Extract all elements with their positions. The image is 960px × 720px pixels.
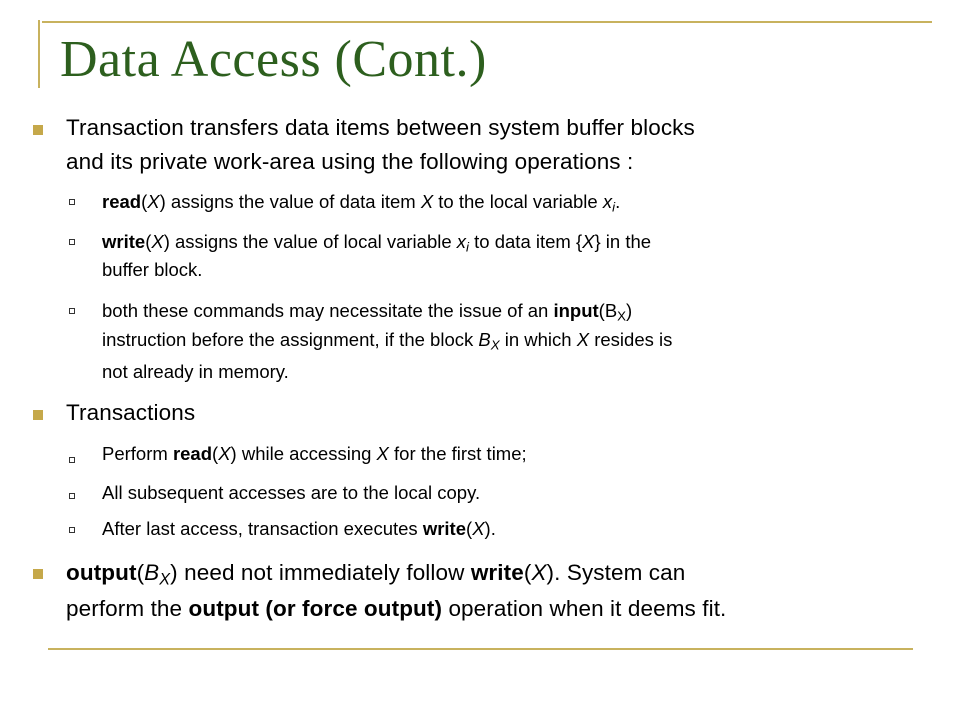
sub-bullet-icon — [69, 239, 75, 245]
sub-bullet-icon — [69, 308, 75, 314]
subscript: i — [612, 199, 616, 215]
subscript: i — [466, 239, 470, 255]
bullet-3-line-2 — [66, 592, 726, 626]
text: assigns the value of local variable — [169, 231, 457, 252]
text: . System can — [554, 560, 686, 585]
subscript: X — [159, 570, 171, 589]
text: to the local variable — [433, 191, 603, 212]
bullet-1-line-1: Transaction transfers data items between system buffer blocks — [66, 115, 695, 140]
bullet-1-sub-2-line-2: buffer block. — [102, 259, 203, 280]
var: X — [147, 191, 160, 212]
text: operation when it deems fit. — [442, 596, 727, 621]
bullet-2-label: Transactions — [66, 400, 196, 425]
text: Perform — [102, 443, 173, 464]
var: X — [218, 443, 231, 464]
text: (B — [598, 300, 618, 321]
bullet-2-sub-2: All subsequent accesses are to the local copy. — [102, 482, 481, 503]
bullet-1-sub-1: read(X) assigns the value of data item X to the local variable $x_i$. — [102, 191, 621, 215]
text: } in the — [594, 231, 652, 252]
bullet-1-sub-3 — [102, 297, 632, 324]
keyword: read — [102, 191, 142, 212]
var: X — [531, 560, 547, 585]
sub-bullet-icon — [69, 527, 75, 533]
var: X — [576, 329, 590, 350]
keyword: write — [102, 231, 146, 252]
keyword: input — [553, 300, 599, 321]
sub-bullet-icon — [69, 493, 75, 499]
bullet-square-icon — [33, 125, 43, 135]
var: x — [456, 231, 467, 252]
var: B — [478, 329, 491, 350]
bullet-square-icon — [33, 569, 43, 579]
text: while accessing — [236, 443, 377, 464]
subscript: X — [490, 337, 500, 353]
slide-title: Data Access (Cont.) — [60, 31, 487, 88]
text: resides is — [589, 329, 673, 350]
sub-bullet-icon — [69, 457, 75, 463]
bullet-3-line-1: $output(B_X)$ need not immediately follow write(X). System can — [66, 560, 686, 589]
bullet-1-line-2: and its private work-area using the following operations : — [66, 149, 634, 174]
text: . — [615, 191, 621, 212]
bullet-1-sub-3-line-3: not already in memory. — [102, 361, 289, 382]
text: perform the — [66, 596, 189, 621]
keyword: write — [422, 518, 467, 539]
bullet-2-sub-3: After last access, transaction executes write(X). — [102, 518, 496, 539]
subscript: X — [617, 308, 627, 324]
var: X — [582, 231, 595, 252]
bullet-square-icon — [33, 410, 43, 420]
var: B — [144, 560, 160, 585]
bullet-1-sub-2: write(X) assigns the value of local variable $x_i$ to data item {X} in the — [102, 231, 652, 255]
var: X — [472, 518, 485, 539]
text: to data item { — [469, 231, 583, 252]
sub-bullet-icon — [69, 199, 75, 205]
text: assigns the value of data item — [165, 191, 421, 212]
keyword: read — [172, 443, 213, 464]
bullet-2-sub-1: Perform read(X) while accessing X for the first time; — [102, 443, 527, 464]
var: x — [602, 191, 613, 212]
text: need not immediately follow — [177, 560, 471, 585]
text: ) — [626, 300, 633, 321]
text: both these commands may necessitate the issue of an — [102, 300, 554, 321]
var: X — [376, 443, 389, 464]
text: . — [490, 518, 496, 539]
bottom-rule — [48, 648, 913, 650]
text: instruction before the assignment, if the block — [102, 329, 479, 350]
text: in which — [499, 329, 577, 350]
var: X — [151, 231, 164, 252]
keyword: output — [66, 560, 137, 585]
keyword: output (or force output) — [188, 596, 443, 621]
text: After last access, transaction executes — [102, 518, 423, 539]
left-rule — [38, 20, 40, 88]
text: for the first time; — [388, 443, 527, 464]
var: X — [420, 191, 434, 212]
bullet-1-sub-3-line-2 — [102, 326, 672, 353]
top-rule — [42, 21, 932, 23]
keyword: write — [470, 560, 524, 585]
